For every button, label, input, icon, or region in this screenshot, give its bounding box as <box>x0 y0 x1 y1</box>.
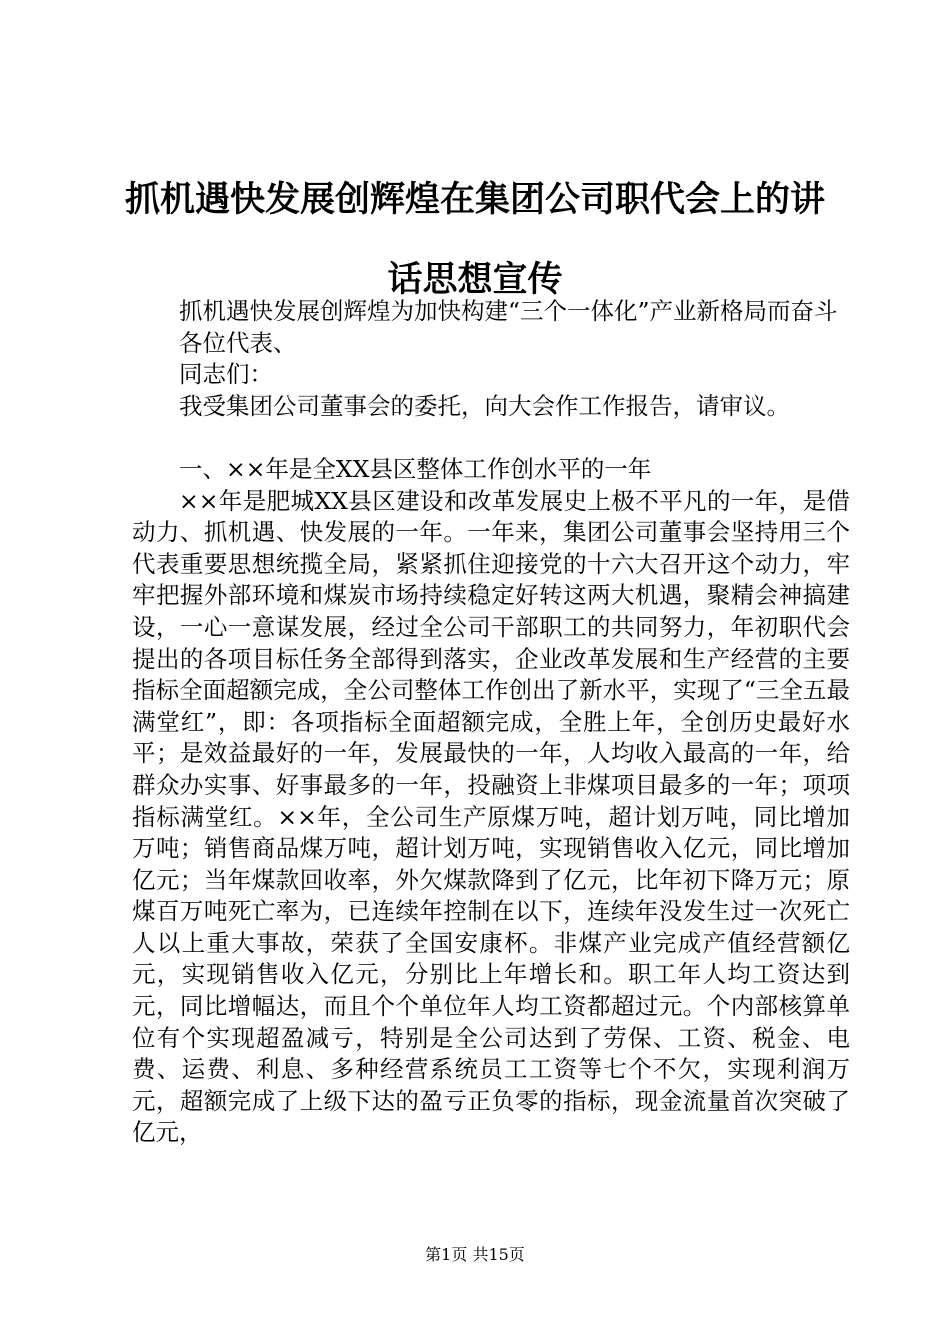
salutation-representatives: 各位代表、 <box>179 328 297 357</box>
subtitle-paragraph: 抓机遇快发展创辉煌为加快构建“三个一体化”产业新格局而奋斗 <box>179 297 838 325</box>
body-paragraph: ××年是肥城XX县区建设和改革发展史上极不平凡的一年，是借动力、抓机遇、快发展的一年。一年来，集团公司董事会坚持用三个代表重要思想统揽全局，紧紧抓住迎接党的十六大召开这个动力，牢牢把握外部环境和煤炭市场持续稳定好转这两大机遇，聚精会神搞建设，一心一意谋发展，经过全公司干部职工的共同努力，年初职代会提出的各项目标任务全部得到落实，企业改革发展和生产经营的主要指标全面超额完成，全公司整体工作创出了新水平，实现了“三全五最满堂红”，即：各项指标全面超额完成，全胜上年，全创历史最好水平；是效益最好的一年，发展最快的一年，人均收入最高的一年，给群众办实事、好事最多的一年，投融资上非煤项目最多的一年；项项指标满堂红。××年，全公司生产原煤万吨，超计划万吨，同比增加万吨；销售商品煤万吨，超计划万吨，实现销售收入亿元，同比增加亿元；当年煤款回收率，外欠煤款降到了亿元，比年初下降万元；原煤百万吨死亡率为，已连续年控制在以下，连续年没发生过一次死亡人以上重大事故，荣获了全国安康杯。非煤产业完成产值经营额亿元，实现销售收入亿元，分别比上年增长和。职工年人均工资达到元，同比增幅达，而且个个单位年人均工资都超过元。个内部核算单位有个实现超盈减亏，特别是全公司达到了劳保、工资、税金、电费、运费、利息、多种经营系统员工工资等七个不欠，实现利润万元，超额完成了上级下达的盈亏正负零的指标，现金流量首次突破了亿元， <box>132 486 850 1147</box>
document-title: 抓机遇快发展创辉煌在集团公司职代会上的讲话思想宣传 <box>124 180 825 300</box>
document-body <box>132 296 850 1149</box>
opening-paragraph: 我受集团公司董事会的委托，向大会作工作报告，请审议。 <box>179 391 790 420</box>
salutation-comrades: 同志们： <box>179 360 273 389</box>
section-heading: 一、××年是全XX县区整体工作创水平的一年 <box>179 454 652 483</box>
page-number-footer: 第1页 共15页 <box>425 1245 525 1264</box>
